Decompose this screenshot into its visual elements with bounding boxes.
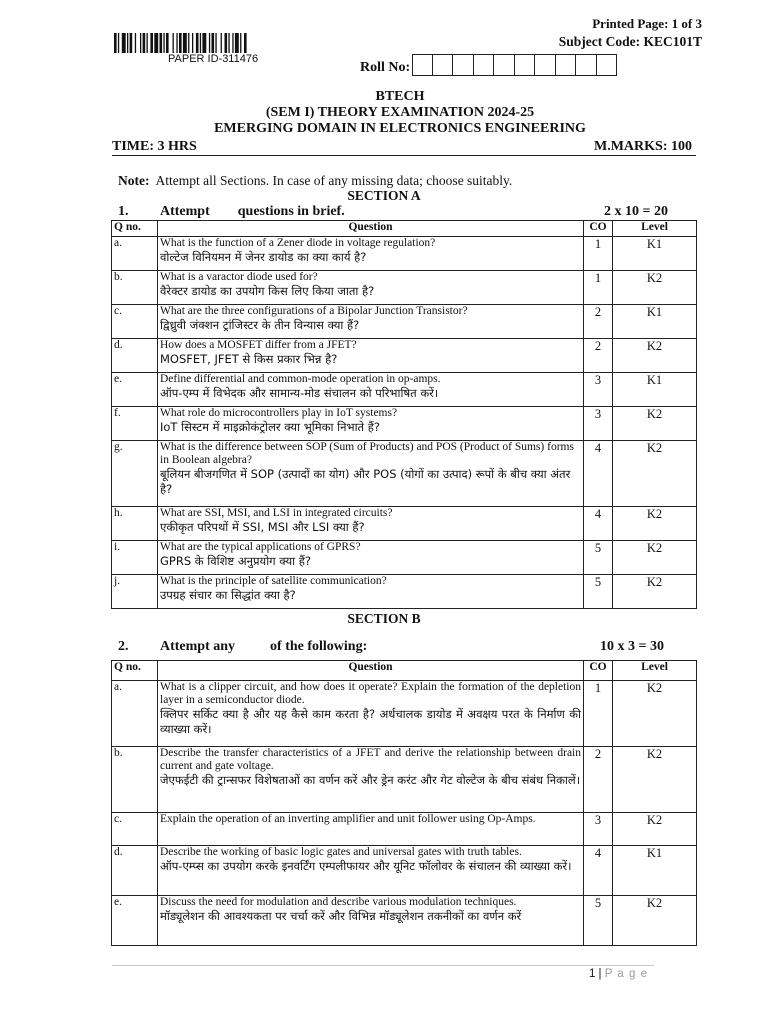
question-text-hindi: IoT सिस्टम में माइक्रोकंट्रोलर क्या भूमिका निभाते हैं? bbox=[160, 420, 380, 434]
section-b-question-line bbox=[118, 639, 664, 655]
barcode-bar bbox=[143, 33, 146, 53]
question-number: a. bbox=[112, 237, 158, 271]
barcode-bar bbox=[150, 33, 153, 53]
question-text-english: Define differential and common-mode operation in op-amps. bbox=[160, 373, 441, 385]
barcode-bar bbox=[122, 33, 126, 53]
co-value: 1 bbox=[584, 681, 613, 747]
question-cell bbox=[158, 747, 584, 813]
question-cell bbox=[158, 896, 584, 946]
level-header: Level bbox=[613, 221, 697, 237]
roll-no-box[interactable] bbox=[597, 54, 618, 76]
question-text-hindi: वैरेक्टर डायोड का उपयोग किस लिए किया जाता है? bbox=[160, 284, 375, 298]
barcode-bar bbox=[183, 33, 187, 53]
question-number: j. bbox=[112, 575, 158, 609]
question-row bbox=[112, 896, 697, 946]
question-row bbox=[112, 373, 697, 407]
barcode-bar bbox=[127, 33, 128, 53]
question-number: f. bbox=[112, 407, 158, 441]
question-number: d. bbox=[112, 339, 158, 373]
section-a-qnumber: 1. bbox=[118, 204, 129, 219]
question-number: g. bbox=[112, 441, 158, 507]
question-row bbox=[112, 441, 697, 507]
level-value: K2 bbox=[613, 813, 697, 846]
section-b-table bbox=[111, 660, 697, 946]
roll-no-boxes[interactable] bbox=[412, 54, 617, 76]
barcode-bar bbox=[130, 33, 133, 53]
question-row bbox=[112, 575, 697, 609]
section-a-instruction: Attempt questions in brief. bbox=[160, 204, 345, 219]
question-row bbox=[112, 541, 697, 575]
question-number: e. bbox=[112, 373, 158, 407]
barcode-bar bbox=[154, 33, 158, 53]
barcode-bar bbox=[140, 33, 141, 53]
level-value: K2 bbox=[613, 441, 697, 507]
barcode-bar bbox=[160, 33, 163, 53]
paper-id-label: PAPER ID-311476 bbox=[168, 53, 259, 65]
question-cell bbox=[158, 441, 584, 507]
barcode-bar bbox=[235, 33, 239, 53]
question-text-hindi: MOSFET, JFET से किस प्रकार भिन्न है? bbox=[160, 352, 338, 366]
level-value: K2 bbox=[613, 681, 697, 747]
co-value: 5 bbox=[584, 896, 613, 946]
subject-code-label: Subject Code: KEC101T bbox=[558, 34, 702, 49]
question-number: i. bbox=[112, 541, 158, 575]
roll-no-box[interactable] bbox=[556, 54, 577, 76]
question-text-english: What are the typical applications of GPRS? bbox=[160, 541, 361, 553]
barcode-image bbox=[114, 33, 326, 53]
question-header: Question bbox=[158, 661, 584, 681]
level-value: K2 bbox=[613, 407, 697, 441]
time-marks-line bbox=[112, 139, 696, 156]
exam-title: (SEM I) THEORY EXAMINATION 2024-25 bbox=[265, 105, 535, 120]
roll-no-box[interactable] bbox=[494, 54, 515, 76]
co-value: 4 bbox=[584, 846, 613, 896]
page-word: P a g e bbox=[604, 968, 648, 980]
section-b-marks: 10 x 3 = 30 bbox=[600, 639, 664, 654]
co-value: 4 bbox=[584, 441, 613, 507]
question-number: c. bbox=[112, 813, 158, 846]
question-text-english: What role do microcontrollers play in IoT systems? bbox=[160, 407, 398, 419]
question-row bbox=[112, 747, 697, 813]
question-cell bbox=[158, 846, 584, 896]
level-value: K2 bbox=[613, 507, 697, 541]
co-value: 2 bbox=[584, 339, 613, 373]
question-header: Question bbox=[158, 221, 584, 237]
question-row bbox=[112, 339, 697, 373]
printed-page-label: Printed Page: 1 of 3 bbox=[592, 16, 702, 31]
question-cell bbox=[158, 373, 584, 407]
question-text-hindi: वोल्टेज विनियमन में जेनर डायोड का क्या कार्य है? bbox=[160, 250, 367, 264]
barcode-bar bbox=[228, 33, 229, 53]
question-cell bbox=[158, 681, 584, 747]
question-text-english: What are SSI, MSI, and LSI in integrated circuits? bbox=[160, 507, 393, 519]
section-a-title: SECTION A bbox=[347, 188, 421, 203]
max-marks-label: M.MARKS: 100 bbox=[594, 139, 692, 154]
question-cell bbox=[158, 407, 584, 441]
co-value: 5 bbox=[584, 575, 613, 609]
question-number: e. bbox=[112, 896, 158, 946]
note-label: Note: bbox=[118, 173, 150, 188]
level-value: K2 bbox=[613, 271, 697, 305]
footer-divider bbox=[112, 965, 654, 966]
barcode-bar bbox=[179, 33, 182, 53]
question-text-english: What is the function of a Zener diode in voltage regulation? bbox=[160, 237, 436, 249]
subject-title: EMERGING DOMAIN IN ELECTRONICS ENGINEERING bbox=[214, 121, 586, 136]
question-cell bbox=[158, 541, 584, 575]
barcode-bar bbox=[221, 33, 222, 53]
level-header: Level bbox=[613, 661, 697, 681]
question-text-hindi: जेएफईटी की ट्रान्सफर विशेषताओं का वर्णन करें और ड्रेन करंट और गेट वोल्टेज के बीच संबंध निकालें। bbox=[160, 773, 581, 787]
roll-no-box[interactable] bbox=[515, 54, 536, 76]
level-value: K2 bbox=[613, 339, 697, 373]
barcode-bar bbox=[166, 33, 169, 53]
co-header: CO bbox=[584, 661, 613, 681]
question-text-english: What is the principle of satellite communication? bbox=[160, 575, 387, 587]
qno-header: Q no. bbox=[112, 221, 158, 237]
barcode-bar bbox=[232, 33, 233, 53]
section-b-qnumber: 2. bbox=[118, 639, 129, 654]
question-text-hindi: द्विध्रुवी जंक्शन ट्रांजिस्टर के तीन विन्यास क्या हैं? bbox=[160, 318, 360, 332]
co-value: 3 bbox=[584, 373, 613, 407]
roll-no-label: Roll No: bbox=[360, 60, 411, 75]
co-value: 3 bbox=[584, 407, 613, 441]
page-separator: | bbox=[598, 968, 602, 980]
note bbox=[118, 173, 512, 189]
question-text-hindi: बूलियन बीजगणित में SOP (उत्पादों का योग) और POS (योगों का उत्पाद) रूपों के बीच क्या अंतर है? bbox=[160, 467, 571, 496]
question-cell bbox=[158, 575, 584, 609]
section-a-marks: 2 x 10 = 20 bbox=[604, 204, 668, 219]
question-row bbox=[112, 407, 697, 441]
question-cell bbox=[158, 305, 584, 339]
question-row bbox=[112, 305, 697, 339]
note-text: Attempt all Sections. In case of any missing data; choose suitably. bbox=[155, 173, 513, 188]
question-text-english: What is a varactor diode used for? bbox=[160, 271, 318, 283]
question-row bbox=[112, 237, 697, 271]
section-b-title: SECTION B bbox=[347, 611, 421, 626]
barcode-bar bbox=[240, 33, 241, 53]
section-a-question-line bbox=[118, 204, 668, 220]
question-number: b. bbox=[112, 271, 158, 305]
barcode-bar bbox=[173, 33, 174, 53]
section-a-table bbox=[111, 220, 697, 609]
page-footer bbox=[589, 968, 648, 980]
co-value: 4 bbox=[584, 507, 613, 541]
barcode-bar bbox=[147, 33, 148, 53]
level-value: K1 bbox=[613, 237, 697, 271]
question-text-english: Explain the operation of an inverting amplifier and unit follower using Op-Amps. bbox=[160, 813, 536, 825]
qno-header: Q no. bbox=[112, 661, 158, 681]
question-number: a. bbox=[112, 681, 158, 747]
barcode-bar bbox=[212, 33, 215, 53]
barcode-bar bbox=[196, 33, 199, 53]
co-value: 1 bbox=[584, 271, 613, 305]
barcode-bar bbox=[118, 33, 119, 53]
barcode-bar bbox=[244, 33, 247, 53]
time-label: TIME: 3 HRS bbox=[112, 139, 197, 154]
question-number: h. bbox=[112, 507, 158, 541]
roll-no-box[interactable] bbox=[453, 54, 474, 76]
question-number: b. bbox=[112, 747, 158, 813]
barcode-bar bbox=[188, 33, 189, 53]
roll-no-box[interactable] bbox=[535, 54, 556, 76]
question-row bbox=[112, 507, 697, 541]
barcode-bar bbox=[135, 33, 136, 53]
co-value: 1 bbox=[584, 237, 613, 271]
question-text-hindi: एकीकृत परिपथों में SSI, MSI और LSI क्या हैं? bbox=[160, 520, 365, 534]
question-cell bbox=[158, 271, 584, 305]
question-cell bbox=[158, 507, 584, 541]
level-value: K2 bbox=[613, 575, 697, 609]
barcode-bar bbox=[176, 33, 177, 53]
question-text-hindi: ऑप-एम्प में विभेदक और सामान्य-मोड संचालन को परिभाषित करें। bbox=[160, 386, 439, 400]
question-text-hindi: मॉड्यूलेशन की आवश्यकता पर चर्चा करें और विभिन्न मॉड्यूलेशन तकनीकों का वर्णन करें bbox=[160, 909, 522, 923]
question-cell bbox=[158, 237, 584, 271]
question-row bbox=[112, 681, 697, 747]
roll-no-box[interactable] bbox=[576, 54, 597, 76]
question-text-hindi: क्लिपर सर्किट क्या है और यह कैसे काम करता है? अर्धचालक डायोड में अवक्षय परत के निर्माण की व्याख्या करें। bbox=[160, 707, 581, 736]
program-title: BTECH bbox=[375, 89, 425, 104]
co-header: CO bbox=[584, 221, 613, 237]
question-text-english: What is the difference between SOP (Sum of Products) and POS (Product of Sums) forms in Boolean algebra? bbox=[160, 441, 574, 466]
level-value: K2 bbox=[613, 541, 697, 575]
question-number: d. bbox=[112, 846, 158, 896]
barcode-bar bbox=[225, 33, 228, 53]
barcode-bar bbox=[202, 33, 206, 53]
level-value: K1 bbox=[613, 305, 697, 339]
question-text-english: How does a MOSFET differ from a JFET? bbox=[160, 339, 357, 351]
co-value: 2 bbox=[584, 747, 613, 813]
barcode-bar bbox=[114, 33, 117, 53]
page-number: 1 bbox=[588, 968, 596, 980]
level-value: K1 bbox=[613, 846, 697, 896]
barcode-bar bbox=[192, 33, 193, 53]
barcode-bar bbox=[209, 33, 210, 53]
barcode-bar bbox=[163, 33, 164, 53]
barcode-bar bbox=[200, 33, 201, 53]
question-row bbox=[112, 846, 697, 896]
question-text-hindi: GPRS के विशिष्ट अनुप्रयोग क्या हैं? bbox=[160, 554, 311, 568]
question-cell bbox=[158, 813, 584, 846]
question-row bbox=[112, 271, 697, 305]
roll-no-box[interactable] bbox=[474, 54, 495, 76]
question-text-english: What are the three configurations of a Bipolar Junction Transistor? bbox=[160, 305, 468, 317]
question-cell bbox=[158, 339, 584, 373]
question-text-english: Describe the working of basic logic gates and universal gates with truth tables. bbox=[160, 846, 522, 858]
level-value: K1 bbox=[613, 373, 697, 407]
level-value: K2 bbox=[613, 896, 697, 946]
question-text-hindi: ऑप-एम्प्स का उपयोग करके इनवर्टिंग एम्पलीफायर और यूनिट फॉलोवर के संचालन की व्याख्या करें। bbox=[160, 859, 572, 873]
section-b-instruction: Attempt any of the following: bbox=[160, 639, 368, 654]
barcode-bar bbox=[215, 33, 216, 53]
question-text-english: What is a clipper circuit, and how does it operate? Explain the formation of the depletion layer in a semiconductor diode. bbox=[160, 681, 581, 706]
roll-no-box[interactable] bbox=[433, 54, 454, 76]
co-value: 2 bbox=[584, 305, 613, 339]
question-row bbox=[112, 813, 697, 846]
level-value: K2 bbox=[613, 747, 697, 813]
roll-no-box[interactable] bbox=[412, 54, 433, 76]
co-value: 5 bbox=[584, 541, 613, 575]
question-number: c. bbox=[112, 305, 158, 339]
question-text-hindi: उपग्रह संचार का सिद्धांत क्या है? bbox=[160, 588, 296, 602]
question-text-english: Describe the transfer characteristics of a JFET and derive the relationship between drain current and gate voltage. bbox=[160, 747, 581, 772]
question-text-english: Discuss the need for modulation and describe various modulation techniques. bbox=[160, 896, 517, 908]
co-value: 3 bbox=[584, 813, 613, 846]
